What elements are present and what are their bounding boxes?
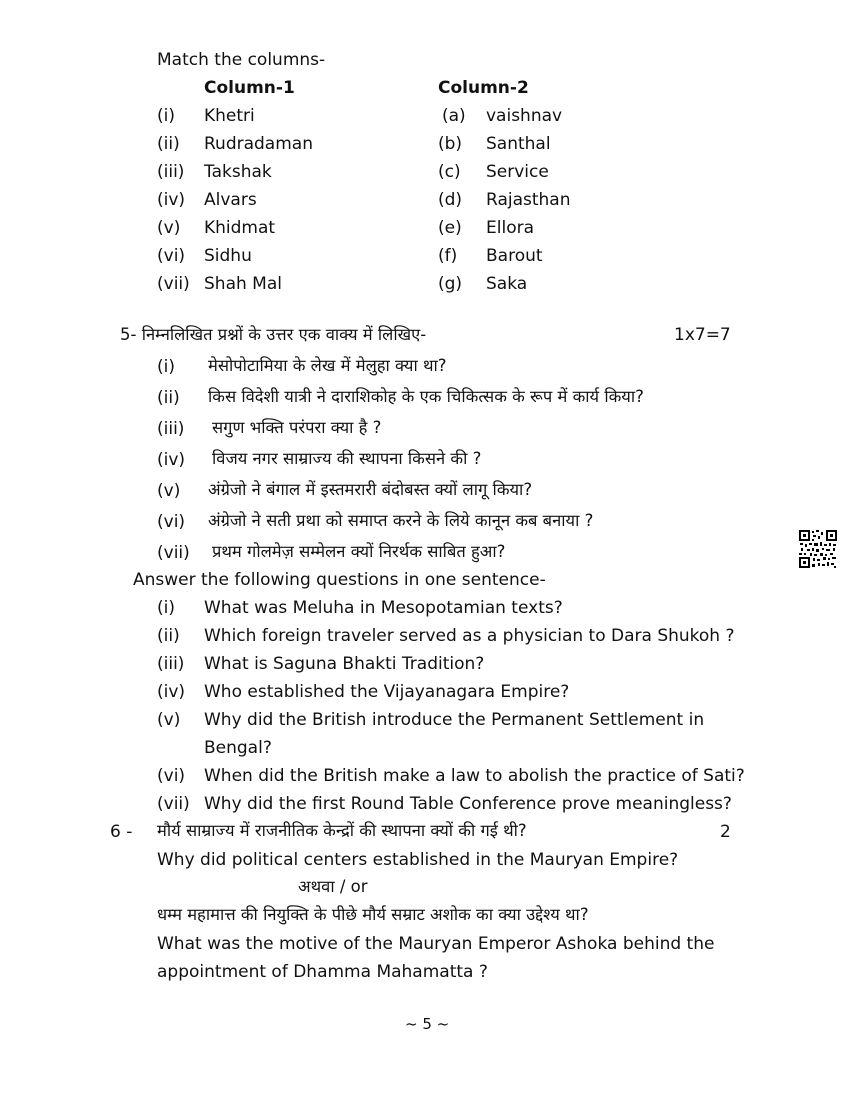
item-text-english: Why did the first Round Table Conference prove meaningless? <box>204 794 732 814</box>
match-left-number: (iv) <box>157 190 186 210</box>
item-number: (iv) <box>157 682 186 702</box>
column-2-header: Column-2 <box>438 78 529 98</box>
match-left-number: (v) <box>157 218 181 238</box>
match-right-item: Barout <box>486 246 543 266</box>
item-number: (vii) <box>157 543 190 563</box>
match-right-letter: (c) <box>438 162 461 182</box>
item-number: (v) <box>157 710 181 730</box>
qr-code <box>798 529 838 569</box>
match-right-letter: (g) <box>438 274 463 294</box>
q5-heading-english: Answer the following questions in one sentence- <box>133 570 546 590</box>
item-number: (vi) <box>157 766 186 786</box>
q6-or-separator: अथवा / or <box>298 877 368 896</box>
match-right-item: Santhal <box>486 134 551 154</box>
item-text-hindi: विजय नगर साम्राज्य की स्थापना किसने की ? <box>212 449 482 468</box>
q6-alt-question-english-continued: appointment of Dhamma Mahamatta ? <box>157 962 488 982</box>
item-number: (ii) <box>157 626 180 646</box>
match-right-letter: (d) <box>438 190 463 210</box>
match-right-item: Saka <box>486 274 528 294</box>
item-text-english: What was Meluha in Mesopotamian texts? <box>204 598 563 618</box>
column-1-header: Column-1 <box>204 78 295 98</box>
item-text-hindi: किस विदेशी यात्री ने दाराशिकोह के एक चिकित्सक के रूप में कार्य किया? <box>208 387 644 406</box>
match-right-item: vaishnav <box>486 106 563 126</box>
q6-question-english: Why did political centers established in the Mauryan Empire? <box>157 850 679 870</box>
item-number: (vi) <box>157 512 186 532</box>
match-left-number: (ii) <box>157 134 180 154</box>
item-number: (ii) <box>157 388 180 408</box>
match-left-item: Shah Mal <box>204 274 282 294</box>
match-left-number: (vii) <box>157 274 190 294</box>
item-number: (i) <box>157 357 175 377</box>
q5-marks: 1x7=7 <box>674 325 731 345</box>
item-number: (iii) <box>157 419 185 439</box>
q6-question-hindi: मौर्य साम्राज्य में राजनीतिक केन्द्रों की स्थापना क्यों की गई थी? <box>157 821 527 840</box>
q6-alt-question-english: What was the motive of the Mauryan Emperor Ashoka behind the <box>157 934 715 954</box>
q5-heading-hindi: 5- निम्नलिखित प्रश्नों के उत्तर एक वाक्य में लिखिए- <box>120 325 427 344</box>
match-right-item: Rajasthan <box>486 190 571 210</box>
match-heading: Match the columns- <box>157 50 326 70</box>
match-left-item: Takshak <box>204 162 272 182</box>
item-text-english-continued: Bengal? <box>204 738 272 758</box>
item-text-english: Why did the British introduce the Permanent Settlement in <box>204 710 705 730</box>
item-text-english: What is Saguna Bhakti Tradition? <box>204 654 485 674</box>
match-left-item: Sidhu <box>204 246 252 266</box>
match-left-number: (i) <box>157 106 175 126</box>
match-left-number: (iii) <box>157 162 185 182</box>
item-text-hindi: प्रथम गोलमेज़ सम्मेलन क्यों निरर्थक साबित हुआ? <box>212 542 506 561</box>
item-text-hindi: अंग्रेजो ने सती प्रथा को समाप्त करने के लिये कानून कब बनाया ? <box>208 511 594 530</box>
match-left-item: Rudradaman <box>204 134 313 154</box>
q6-marks: 2 <box>720 822 731 842</box>
item-number: (iii) <box>157 654 185 674</box>
match-left-item: Khetri <box>204 106 255 126</box>
item-number: (i) <box>157 598 175 618</box>
item-number: (vii) <box>157 794 190 814</box>
match-right-letter: (f) <box>438 246 458 266</box>
item-number: (iv) <box>157 450 186 470</box>
q6-alt-question-hindi: धम्म महामात्त की नियुक्ति के पीछे मौर्य सम्राट अशोक का क्या उद्देश्य था? <box>157 905 589 924</box>
match-right-item: Service <box>486 162 549 182</box>
match-right-letter: (e) <box>438 218 462 238</box>
item-number: (v) <box>157 481 181 501</box>
item-text-english: When did the British make a law to abolish the practice of Sati? <box>204 766 745 786</box>
page-number: ~ 5 ~ <box>405 1015 450 1033</box>
match-left-item: Khidmat <box>204 218 276 238</box>
q6-number: 6 - <box>110 822 133 842</box>
match-right-item: Ellora <box>486 218 534 238</box>
match-left-number: (vi) <box>157 246 186 266</box>
item-text-english: Which foreign traveler served as a physician to Dara Shukoh ? <box>204 626 735 646</box>
item-text-hindi: अंग्रेजो ने बंगाल में इस्तमरारी बंदोबस्त क्यों लागू किया? <box>208 480 533 499</box>
item-text-english: Who established the Vijayanagara Empire? <box>204 682 570 702</box>
item-text-hindi: सगुण भक्ति परंपरा क्या है ? <box>212 418 382 437</box>
match-left-item: Alvars <box>204 190 257 210</box>
item-text-hindi: मेसोपोटामिया के लेख में मेलुहा क्या था? <box>208 356 447 375</box>
match-right-letter: (b) <box>438 134 463 154</box>
match-right-letter: (a) <box>442 106 466 126</box>
